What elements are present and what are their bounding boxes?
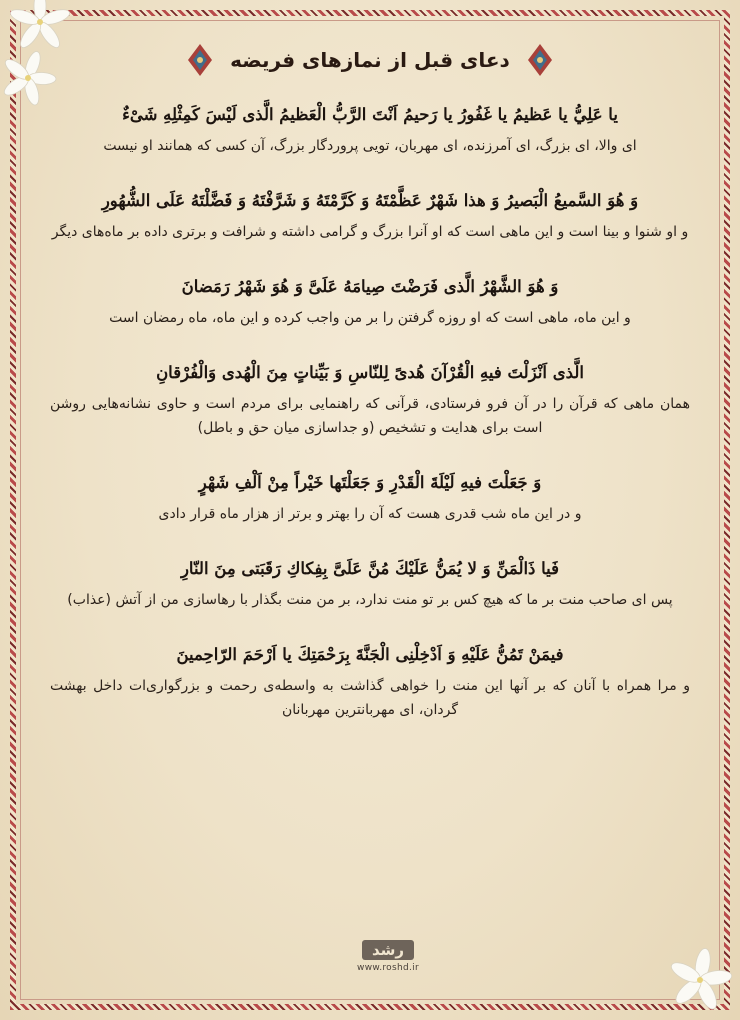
persian-translation: همان ماهی که قرآن را در آن فرو فرستادی، قرآنی که راهنمایی برای مردم است و حاوی نشانه‌هایی روشن است برای هدایت و تشخیص (و جداسازی میان حق و باطل)	[50, 396, 690, 436]
arabic-verse: فَيا ذَالْمَنِّ وَ لا يُمَنُّ عَلَيْكَ مُنَّ عَلَىَّ بِفِكاكِ رَقَبَتى مِنَ النّارِ	[180, 559, 560, 578]
verse-block	[50, 100, 690, 158]
persian-translation: و این ماه، ماهی است که او روزه گرفتن را بر من واجب کرده و این ماه، ماه رمضان است	[109, 310, 631, 326]
verse-block	[50, 186, 690, 244]
persian-translation: پس ای صاحب منت بر ما که هیچ کس بر تو منت ندارد، بر من منت بگذار با رهاسازی من از آتش (عذاب)	[67, 592, 673, 608]
ornament-icon	[182, 42, 218, 78]
title-bar	[0, 40, 740, 80]
ornament-icon	[522, 42, 558, 78]
arabic-verse: وَ جَعَلْتَ فيهِ لَيْلَةَ الْقَدْرِ وَ جَعَلْتَها خَيْراً مِنْ اَلْفِ شَهْرٍ	[198, 473, 542, 492]
verse-block	[50, 554, 690, 612]
arabic-verse: الَّذى اَنْزَلْتَ فيهِ الْقُرْآنَ هُدىً لِلنّاسِ وَ بَيِّناتٍ مِنَ الْهُدى وَالْفُرْقانِ	[156, 363, 584, 382]
persian-translation: و او شنوا و بینا است و این ماهی است که او آنرا بزرگ و گرامی داشته و شرافت و برتری داده بر ماه‌های دیگر	[51, 224, 689, 240]
verse-block	[50, 468, 690, 526]
arabic-verse: يا عَلِيُّ يا عَظيمُ يا غَفُورُ يا رَحيمُ اَنْتَ الرَّبُّ الْعَظيمُ الَّذى لَيْسَ كَمِثْلِهِ شَىْءٌ	[122, 105, 618, 124]
verse-block	[50, 358, 690, 440]
publisher-logo	[338, 940, 438, 980]
persian-translation: و در این ماه شب قدری هست که آن را بهتر و برتر از هزار ماه قرار دادی	[158, 506, 582, 522]
arabic-verse: وَ هُوَ السَّميعُ الْبَصيرُ وَ هذا شَهْرٌ عَظَّمْتَهُ وَ كَرَّمْتَهُ وَ شَرَّفْتَهُ وَ فَضَّلْتَهُ عَلَى الشُّهُورِ	[101, 191, 639, 210]
arabic-verse: فيمَنْ تَمُنُّ عَلَيْهِ وَ اَدْخِلْنِى الْجَنَّةَ بِرَحْمَتِكَ يا اَرْحَمَ الرّاحِمينَ	[176, 645, 564, 664]
verse-block	[50, 640, 690, 722]
jasmine-flower-icon	[650, 920, 740, 1020]
persian-translation: ای والا، ای بزرگ، ای آمرزنده، ای مهربان، تویی پروردگار بزرگ، آن کسی که همانند او نیست	[103, 138, 637, 154]
verse-block	[50, 272, 690, 330]
arabic-verse: وَ هُوَ الشَّهْرُ الَّذى فَرَضْتَ صِيامَهُ عَلَىَّ وَ هُوَ شَهْرُ رَمَضانَ	[181, 277, 559, 296]
page-title: دعای قبل از نمازهای فریضه	[230, 48, 510, 72]
prayer-text	[50, 100, 690, 722]
logo-text: رشد	[362, 940, 414, 960]
persian-translation: و مرا همراه با آنان که بر آنها این منت را خواهی گذاشت به واسطه‌ی رحمت و بزرگواری‌ات داخل بهشت گردان، ای مهربانترین مهربانان	[50, 678, 690, 718]
website-url: www.roshd.ir	[357, 963, 419, 973]
